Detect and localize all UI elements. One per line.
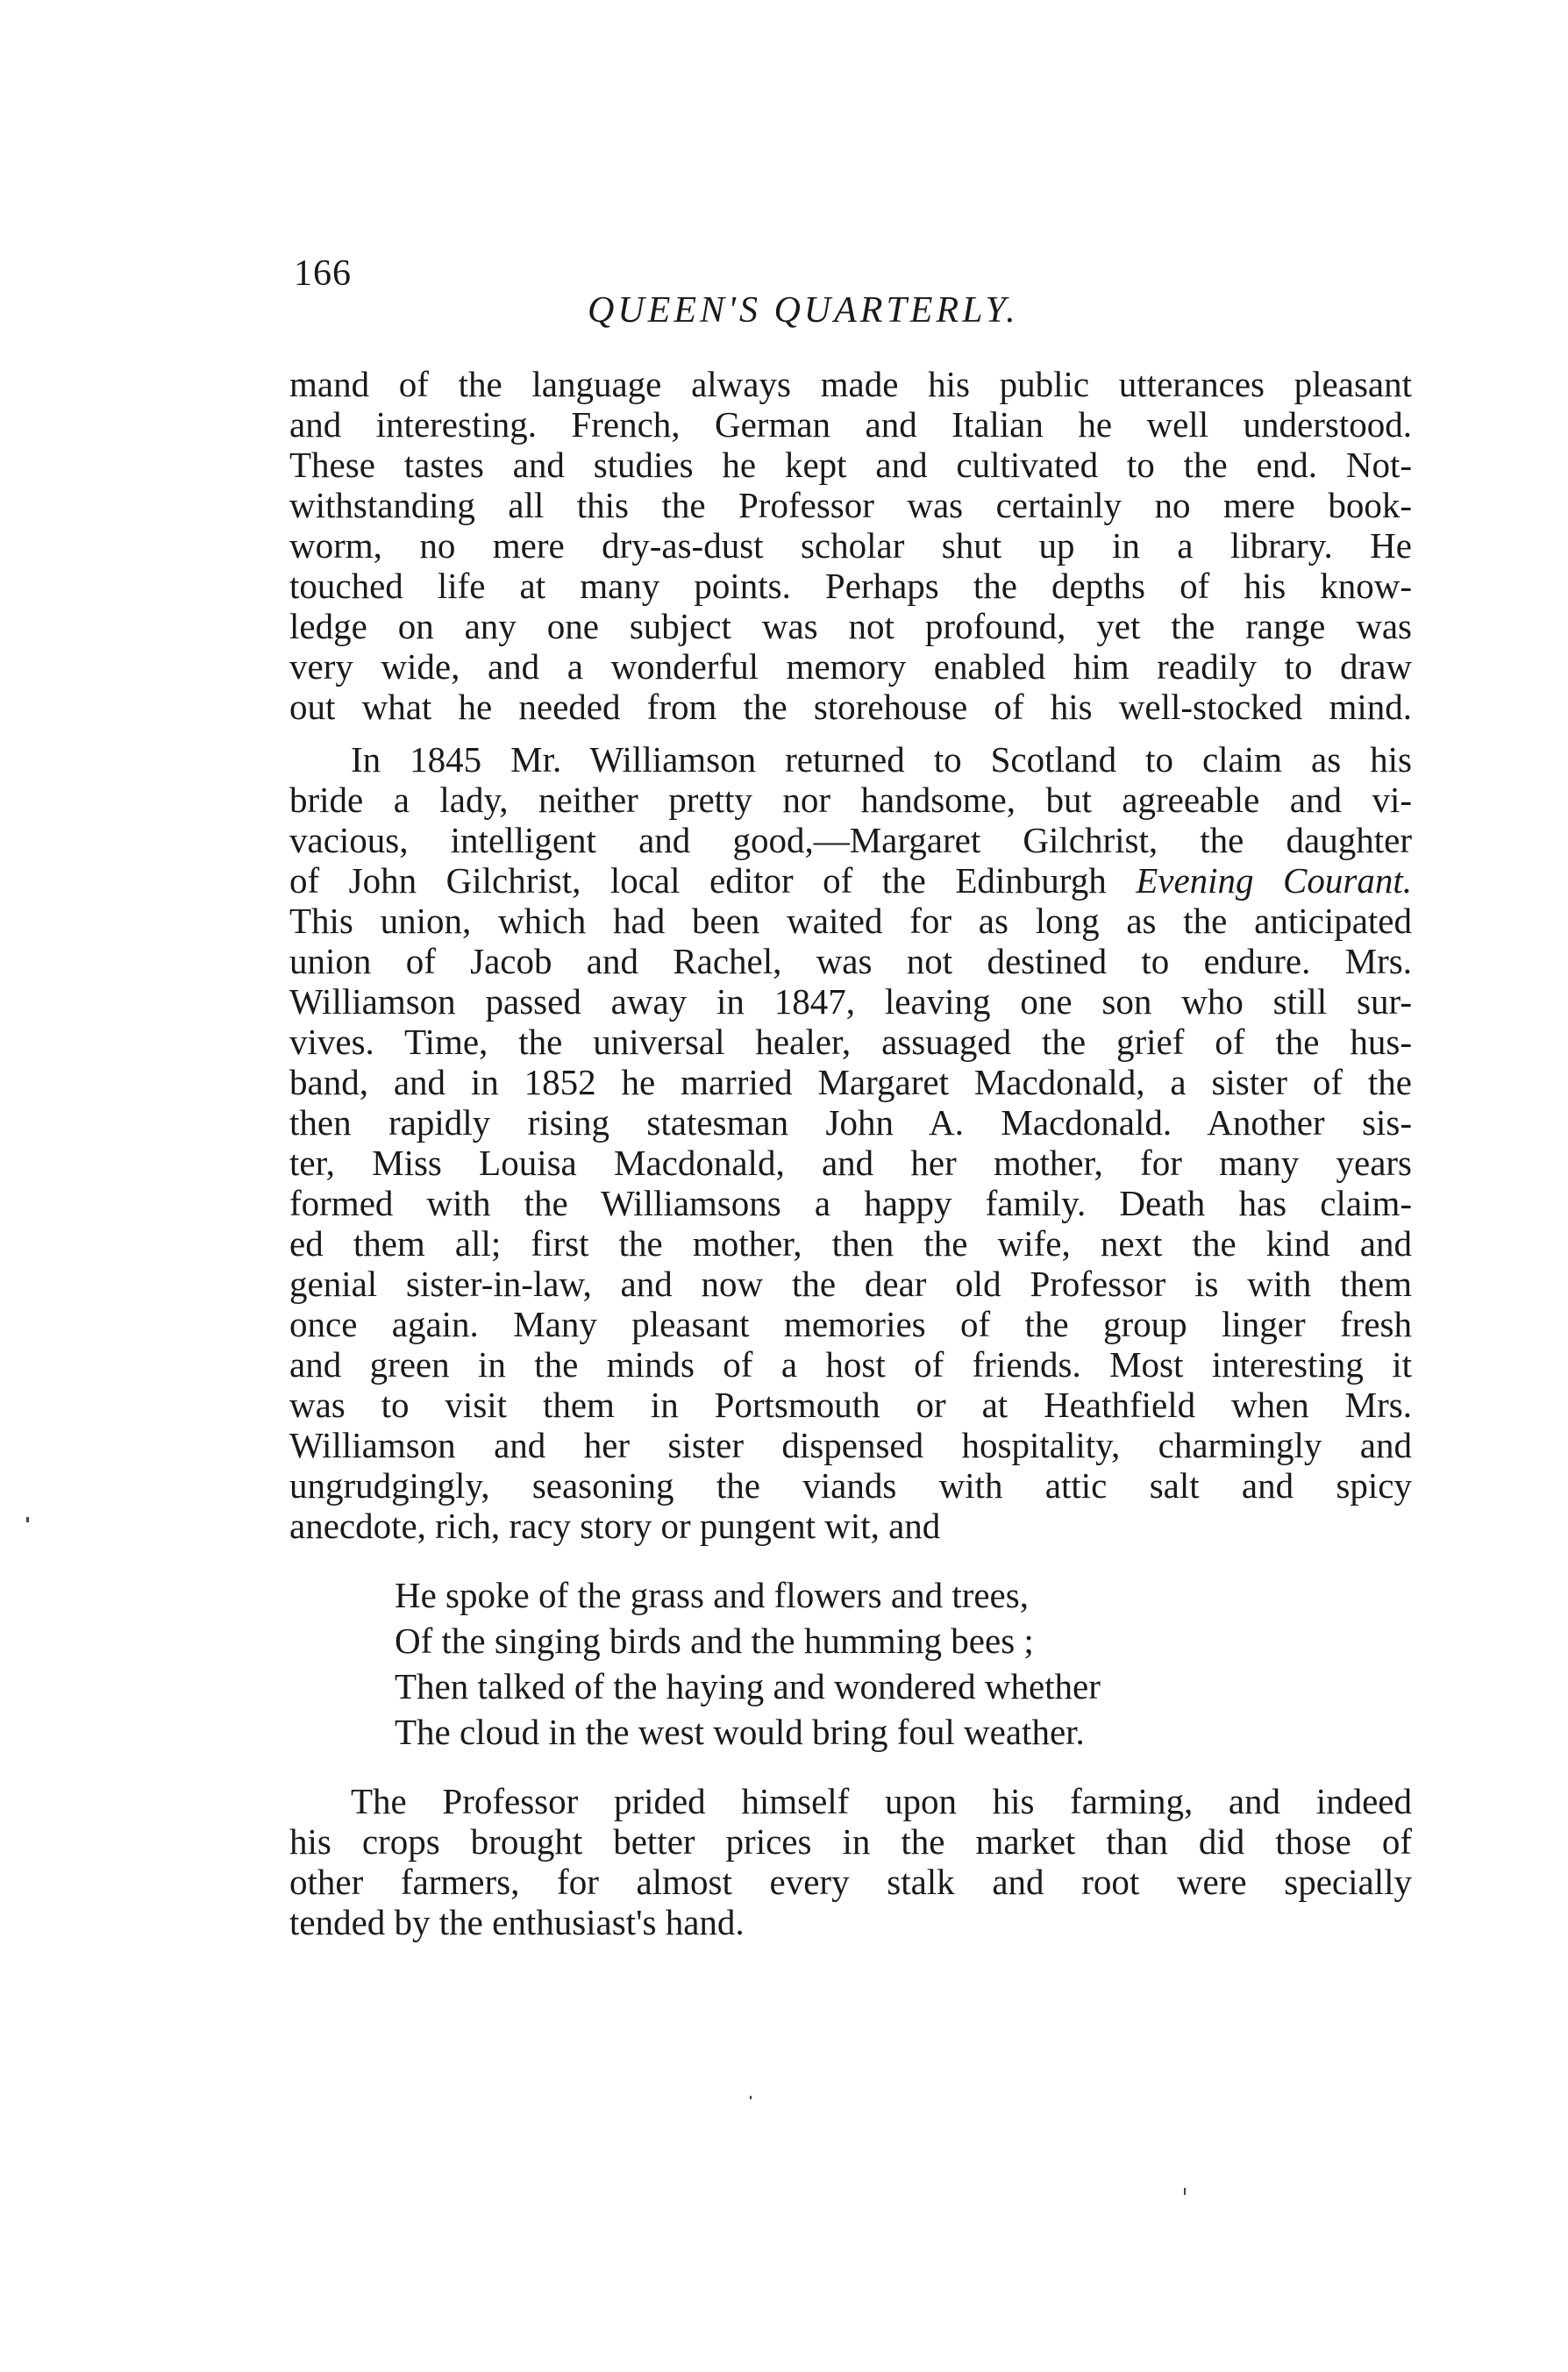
text-line: ledge on any one subject was not profound, yet the range was xyxy=(289,606,1412,646)
text-line: union of Jacob and Rachel, was not destined to endure. Mrs. xyxy=(289,941,1412,981)
text-line: Williamson and her sister dispensed hospitality, charmingly and xyxy=(289,1425,1412,1465)
poem-quote xyxy=(395,1572,1412,1755)
text-line: formed with the Williamsons a happy family. Death has claim- xyxy=(289,1183,1412,1223)
paragraph-2 xyxy=(289,739,1412,1546)
text-line: vacious, intelligent and good,—Margaret Gilchrist, the daughter xyxy=(289,820,1412,860)
poem-line: He spoke of the grass and flowers and trees, xyxy=(395,1575,1029,1615)
text-line: genial sister-in-law, and now the dear old Professor is with them xyxy=(289,1264,1412,1304)
text-line: other farmers, for almost every stalk and root were specially xyxy=(289,1862,1412,1902)
text-line: band, and in 1852 he married Margaret Macdonald, a sister of the xyxy=(289,1062,1412,1102)
text-line: worm, no mere dry-as-dust scholar shut up in a library. He xyxy=(289,525,1412,566)
page-header xyxy=(294,253,1434,331)
body-text xyxy=(289,364,1412,1955)
text-line: very wide, and a wonderful memory enabled him readily to draw xyxy=(289,646,1412,687)
poem-line: Then talked of the haying and wondered whether xyxy=(395,1666,1101,1706)
poem-line: Of the singing birds and the humming bees ; xyxy=(395,1621,1034,1661)
text-line: withstanding all this the Professor was certainly no mere book- xyxy=(289,485,1412,525)
text-line: These tastes and studies he kept and cultivated to the end. Not- xyxy=(289,445,1412,485)
text-line: ed them all; first the mother, then the wife, next the kind and xyxy=(289,1223,1412,1264)
text-line: then rapidly rising statesman John A. Macdonald. Another sis- xyxy=(289,1102,1412,1143)
text-line: The Professor prided himself upon his farming, and indeed xyxy=(351,1781,1412,1821)
text-line: touched life at many points. Perhaps the depths of his know- xyxy=(289,566,1412,606)
newspaper-title: Evening Courant. xyxy=(1136,860,1412,901)
paragraph-3 xyxy=(289,1781,1412,1942)
scan-speck xyxy=(750,2096,752,2099)
text-line: and interesting. French, German and Italian he well understood. xyxy=(289,404,1412,445)
text-line-with-title xyxy=(289,860,1412,901)
running-title: QUEEN'S QUARTERLY. xyxy=(588,290,1019,331)
text-line: ungrudgingly, seasoning the viands with attic salt and spicy xyxy=(289,1465,1412,1506)
text-line: ter, Miss Louisa Macdonald, and her mother, for many years xyxy=(289,1143,1412,1183)
poem-line: The cloud in the west would bring foul weather. xyxy=(395,1712,1085,1752)
text-line: tended by the enthusiast's hand. xyxy=(289,1902,745,1942)
text-line: anecdote, rich, racy story or pungent wit, and xyxy=(289,1506,941,1546)
text-line: In 1845 Mr. Williamson returned to Scotland to claim as his xyxy=(351,739,1412,780)
text-line: bride a lady, neither pretty nor handsome, but agreeable and vi- xyxy=(289,780,1412,820)
text-line: and green in the minds of a host of friends. Most interesting it xyxy=(289,1344,1412,1385)
text-line: This union, which had been waited for as long as the anticipated xyxy=(289,901,1412,941)
text-line: out what he needed from the storehouse of his well-stocked mind. xyxy=(289,687,1412,727)
text-fragment: of John Gilchrist, local editor of the Edinburgh xyxy=(289,860,1107,901)
scan-speck xyxy=(26,1517,29,1522)
text-line: vives. Time, the universal healer, assuaged the grief of the hus- xyxy=(289,1022,1412,1062)
text-line: Williamson passed away in 1847, leaving one son who still sur- xyxy=(289,981,1412,1022)
text-line: mand of the language always made his public utterances pleasant xyxy=(289,364,1412,404)
paragraph-1 xyxy=(289,364,1412,727)
page-number: 166 xyxy=(294,253,352,294)
text-line: his crops brought better prices in the market than did those of xyxy=(289,1821,1412,1862)
text-line: once again. Many pleasant memories of the group linger fresh xyxy=(289,1304,1412,1344)
text-line: was to visit them in Portsmouth or at Heathfield when Mrs. xyxy=(289,1385,1412,1425)
scan-speck xyxy=(1184,2188,1186,2195)
